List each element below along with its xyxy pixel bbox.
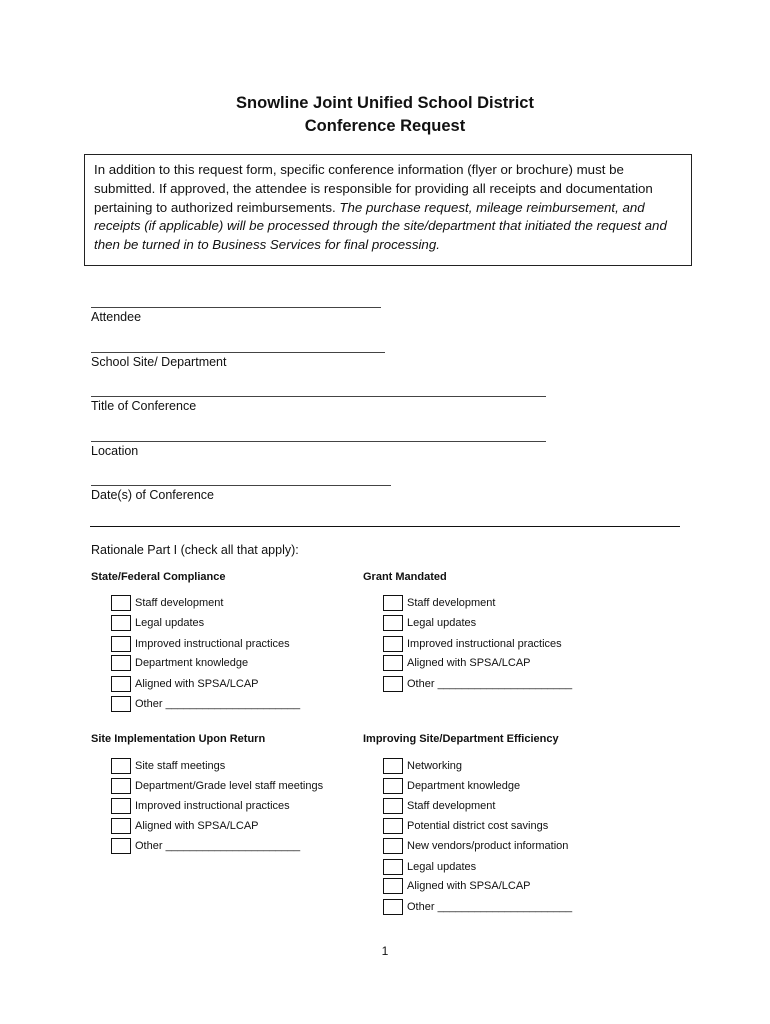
si-grade-level-meetings-row[interactable] [111,777,323,795]
sf-department-knowledge-checkbox[interactable] [111,655,131,671]
si-other-row[interactable] [111,837,300,855]
title-block [0,92,770,138]
si-other-label: Other ______________________ [135,840,301,852]
dates-field[interactable] [91,472,391,502]
si-other-checkbox[interactable] [111,838,131,854]
sf-staff-development-label: Staff development [135,597,224,609]
grant-legal-updates-checkbox[interactable] [383,615,403,631]
eff-new-vendors-label: New vendors/product information [407,840,569,852]
eff-legal-updates-label: Legal updates [407,861,477,873]
sf-legal-updates-checkbox[interactable] [111,615,131,631]
site-line[interactable] [91,352,385,353]
dates-label: Date(s) of Conference [91,488,214,502]
grant-other-row[interactable] [383,675,572,693]
si-improved-practices-checkbox[interactable] [111,798,131,814]
dates-line[interactable] [91,485,391,486]
eff-other-checkbox[interactable] [383,899,403,915]
si-improved-practices-label: Improved instructional practices [135,800,290,812]
si-aligned-spsa-row[interactable] [111,817,259,835]
eff-aligned-spsa-label: Aligned with SPSA/LCAP [407,880,531,892]
location-line[interactable] [91,441,546,442]
eff-department-knowledge-label: Department knowledge [407,780,521,792]
sf-improved-practices-row[interactable] [111,635,290,653]
conference-title-label: Title of Conference [91,399,197,413]
eff-new-vendors-checkbox[interactable] [383,838,403,854]
eff-new-vendors-row[interactable] [383,837,568,855]
grant-aligned-spsa-row[interactable] [383,654,531,672]
eff-staff-development-checkbox[interactable] [383,798,403,814]
grant-legal-updates-label: Legal updates [407,617,477,629]
site-implementation-heading: Site Implementation Upon Return [91,733,266,745]
grant-improved-practices-row[interactable] [383,635,562,653]
sf-other-row[interactable] [111,695,300,713]
eff-other-row[interactable] [383,898,572,916]
attendee-line[interactable] [91,307,381,308]
efficiency-heading: Improving Site/Department Efficiency [363,733,559,745]
page-number: 1 [381,944,389,958]
sf-other-checkbox[interactable] [111,696,131,712]
eff-legal-updates-checkbox[interactable] [383,859,403,875]
sf-aligned-spsa-checkbox[interactable] [111,676,131,692]
notice-text: In addition to this request form, specific conference information (flyer or brochure) must be submitted. If approved, the attendee is responsible for providing all receipts and documentation pertaining to authorized reimbursements. [94,162,653,215]
sf-legal-updates-row[interactable] [111,614,204,632]
eff-staff-development-row[interactable] [383,797,495,815]
eff-cost-savings-row[interactable] [383,817,548,835]
grant-aligned-spsa-checkbox[interactable] [383,655,403,671]
form-title: Conference Request [304,117,466,135]
sf-staff-development-checkbox[interactable] [111,595,131,611]
conference-title-field[interactable] [91,383,546,413]
grant-staff-development-row[interactable] [383,594,495,612]
sf-department-knowledge-label: Department knowledge [135,657,249,669]
eff-networking-label: Networking [407,760,463,772]
sf-improved-practices-checkbox[interactable] [111,636,131,652]
eff-cost-savings-label: Potential district cost savings [407,820,549,832]
eff-cost-savings-checkbox[interactable] [383,818,403,834]
grant-improved-practices-label: Improved instructional practices [407,638,562,650]
grant-improved-practices-checkbox[interactable] [383,636,403,652]
notice-box [84,154,692,266]
sf-staff-development-row[interactable] [111,594,223,612]
si-aligned-spsa-label: Aligned with SPSA/LCAP [135,820,259,832]
grant-legal-updates-row[interactable] [383,614,476,632]
si-improved-practices-row[interactable] [111,797,290,815]
sf-department-knowledge-row[interactable] [111,654,248,672]
state-federal-heading: State/Federal Compliance [91,571,226,583]
eff-staff-development-label: Staff development [407,800,496,812]
eff-department-knowledge-checkbox[interactable] [383,778,403,794]
location-label: Location [91,444,139,458]
grant-other-label: Other ______________________ [407,678,573,690]
location-field[interactable] [91,428,546,458]
si-site-staff-meetings-label: Site staff meetings [135,760,226,772]
conference-title-line[interactable] [91,396,546,397]
sf-aligned-spsa-row[interactable] [111,675,259,693]
eff-networking-checkbox[interactable] [383,758,403,774]
si-site-staff-meetings-checkbox[interactable] [111,758,131,774]
sf-legal-updates-label: Legal updates [135,617,205,629]
sf-aligned-spsa-label: Aligned with SPSA/LCAP [135,678,259,690]
sf-other-label: Other ______________________ [135,698,301,710]
attendee-label: Attendee [91,310,142,324]
grant-staff-development-label: Staff development [407,597,496,609]
grant-aligned-spsa-label: Aligned with SPSA/LCAP [407,657,531,669]
site-field[interactable] [91,339,385,369]
si-aligned-spsa-checkbox[interactable] [111,818,131,834]
rationale-label: Rationale Part I (check all that apply): [91,543,299,557]
notice-italic-text: The purchase request, mileage reimbursement, and receipts (if applicable) will be processed through the site/department that initiated the request and then be turned in to Business Services for final processing. [94,199,667,253]
sf-improved-practices-label: Improved instructional practices [135,638,290,650]
attendee-field[interactable] [91,294,381,324]
eff-networking-row[interactable] [383,757,462,775]
eff-aligned-spsa-row[interactable] [383,877,531,895]
section-divider [90,526,680,527]
grant-staff-development-checkbox[interactable] [383,595,403,611]
si-grade-level-meetings-checkbox[interactable] [111,778,131,794]
eff-aligned-spsa-checkbox[interactable] [383,878,403,894]
si-grade-level-meetings-label: Department/Grade level staff meetings [135,780,324,792]
grant-other-checkbox[interactable] [383,676,403,692]
grant-mandated-heading: Grant Mandated [363,571,447,583]
eff-department-knowledge-row[interactable] [383,777,520,795]
eff-legal-updates-row[interactable] [383,858,476,876]
eff-other-label: Other ______________________ [407,901,573,913]
district-title: Snowline Joint Unified School District [236,94,534,112]
si-site-staff-meetings-row[interactable] [111,757,225,775]
site-label: School Site/ Department [91,355,227,369]
